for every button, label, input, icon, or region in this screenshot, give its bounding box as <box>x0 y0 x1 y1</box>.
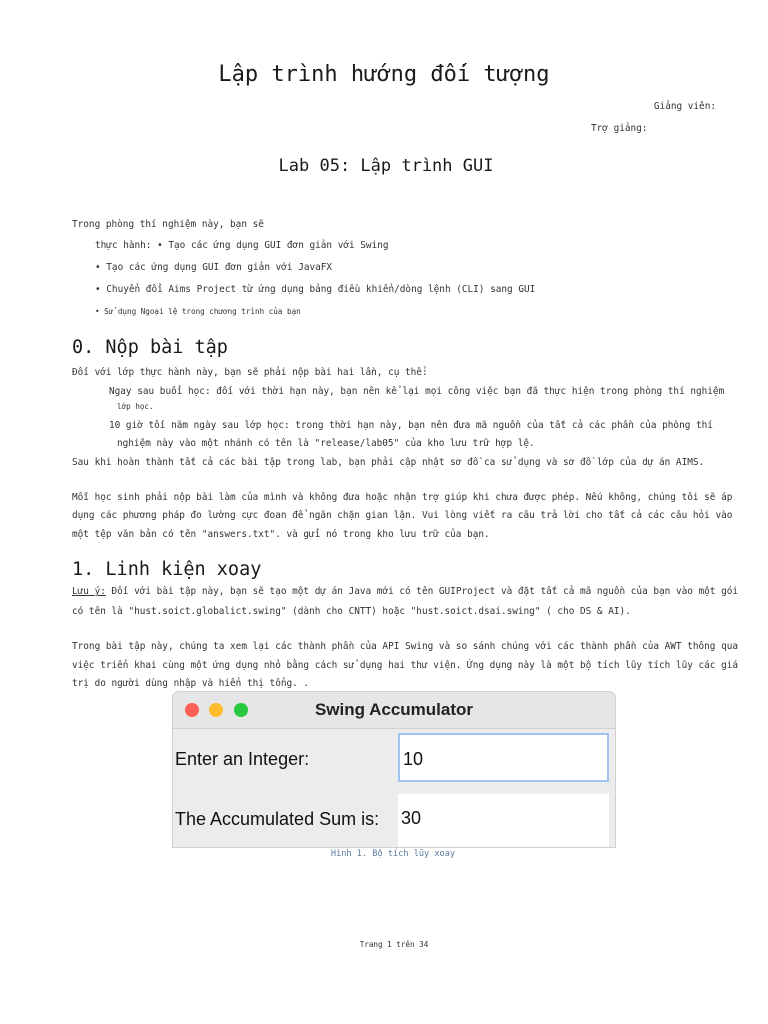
intro-bullet: • Chuyển đổi Aims Project từ ứng dụng bảng điều khiển/dòng lệnh (CLI) sang GUI <box>95 284 536 295</box>
window-title: Swing Accumulator <box>314 700 474 719</box>
paragraph-line: có tên là "hust.soict.globalict.swing" (dành cho CNTT) hoặc "hust.soict.dsai.swing" ( cho DS & AI). <box>72 606 631 617</box>
paragraph-line: trị do người dùng nhập và hiển thị tổng. . <box>72 678 310 689</box>
section-heading: 1. Linh kiện xoay <box>72 559 262 580</box>
intro-bullet: • Tạo các ứng dụng GUI đơn giản với JavaFX <box>95 262 333 273</box>
swing-accumulator-window <box>172 691 616 848</box>
ta-label: Trợ giảng: <box>591 123 648 134</box>
note-line <box>72 586 738 597</box>
page-number: Trang 1 trên 34 <box>359 940 429 949</box>
intro-line: Trong phòng thí nghiệm này, bạn sẽ <box>72 219 264 230</box>
accumulated-sum-label: The Accumulated Sum is: <box>175 809 380 829</box>
paragraph-line: Trong bài tập này, chúng ta xem lại các thành phần của API Swing và so sánh chúng với các thành phần của AWT thông qua <box>72 641 739 652</box>
lab-title: Lab 05: Lập trình GUI <box>278 156 494 176</box>
intro-bullet: • Sử dụng Ngoại lệ trong chương trình của bạn <box>95 307 301 316</box>
note-label: Lưu ý: <box>72 586 106 597</box>
window-titlebar <box>173 692 615 729</box>
document-title: Lập trình hướng đối tượng <box>218 62 550 87</box>
paragraph-line: việc triển khai cùng một ứng dụng nhỏ bằng cách sử dụng hai thư viện. Ứng dụng này là một bộ tích lũy tích lũy các giá <box>72 660 739 671</box>
paragraph-line: nghiệm này vào một nhánh có tên là "release/lab05" của kho lưu trữ hợp lệ. <box>117 438 535 449</box>
paragraph-line: 10 giờ tối năm ngày sau lớp học: trong thời hạn này, bạn nên đưa mã nguồn của tất cả các phần của phòng thí <box>109 420 713 431</box>
paragraph-line: dụng các phương pháp đo lường cực đoan để ngăn chặn gian lận. Vui lòng viết ra câu trả lời cho tất cả các câu hỏi vào <box>72 510 733 521</box>
enter-integer-label: Enter an Integer: <box>175 749 310 769</box>
paragraph-line: lớp học. <box>117 402 154 411</box>
note-text: Đối với bài tập này, bạn sẽ tạo một dự án Java mới có tên GUIProject và đặt tất cả mã nguồn của bạn vào một gói <box>105 586 739 597</box>
paragraph-line: Sau khi hoàn thành tất cả các bài tập trong lab, bạn phải cập nhật sơ đồ ca sử dụng và sơ đồ lớp của dự án AIMS. <box>72 457 705 468</box>
lecturer-label: Giảng viên: <box>653 101 716 112</box>
paragraph-line: một tệp văn bản có tên "answers.txt". và gửi nó trong kho lưu trữ của bạn. <box>72 529 490 540</box>
intro-line: thực hành: • Tạo các ứng dụng GUI đơn giản với Swing <box>95 240 389 251</box>
integer-input[interactable]: 10 <box>398 733 609 782</box>
paragraph-line: Đối với lớp thực hành này, bạn sẽ phải nộp bài hai lần, cụ thể: <box>72 367 428 378</box>
figure-caption: Hình 1. Bộ tích lũy xoay <box>330 849 456 859</box>
accumulated-sum-field: 30 <box>398 794 609 847</box>
section-heading: 0. Nộp bài tập <box>72 337 228 358</box>
paragraph-line: Ngay sau buổi học: đối với thời hạn này, bạn nên kể lại mọi công việc bạn đã thực hiện trong phòng thí nghiệm <box>109 386 725 397</box>
paragraph-line: Mỗi học sinh phải nộp bài làm của mình và không đưa hoặc nhận trợ giúp khi chưa được phép. Nếu không, chúng tôi sẽ áp <box>72 492 733 503</box>
